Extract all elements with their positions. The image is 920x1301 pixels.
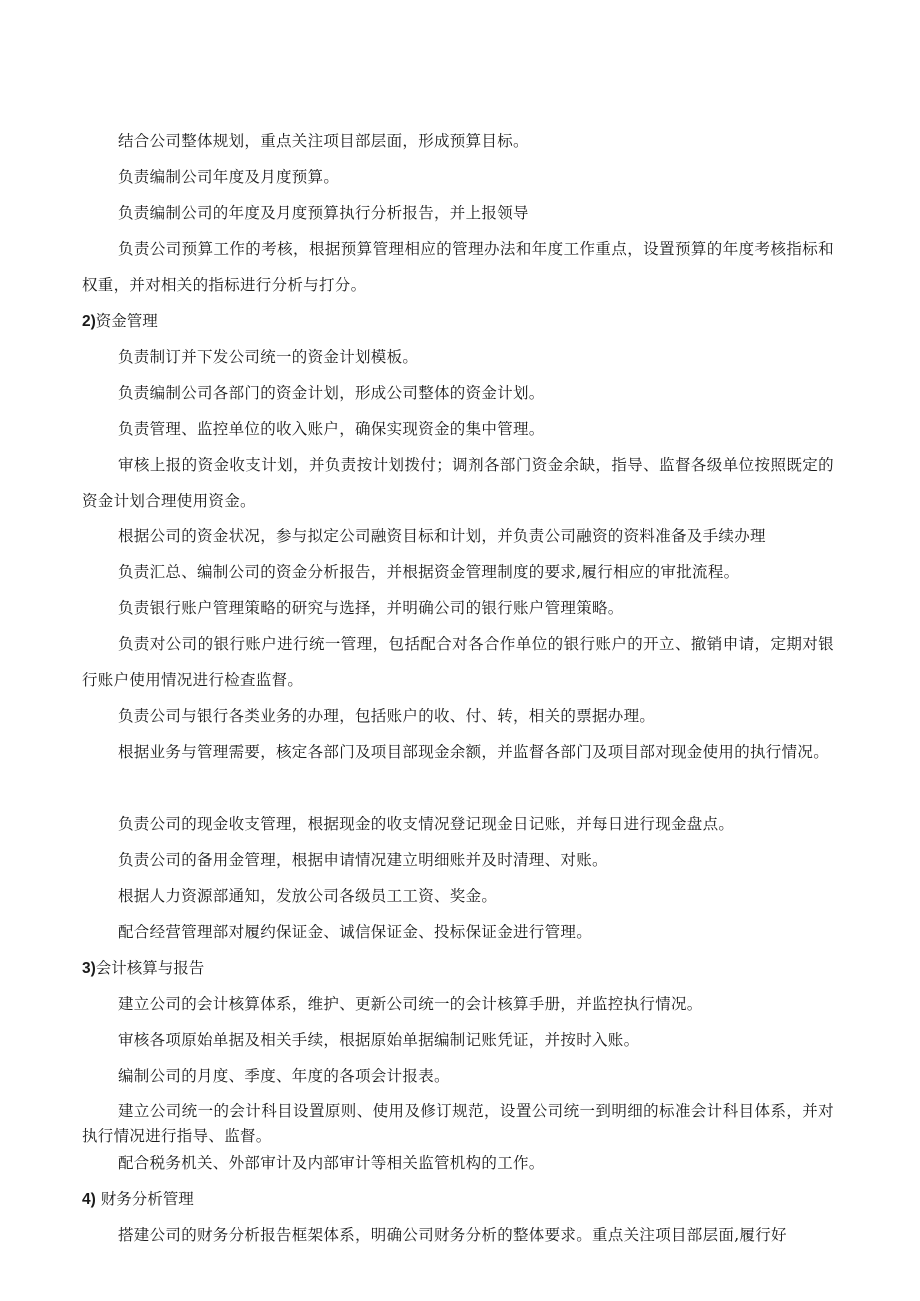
section-2-item-7: 负责银行账户管理策略的研究与选择，并明确公司的银行账户管理策略。 <box>118 599 624 617</box>
section-2-item-6: 负责汇总、编制公司的资金分析报告，并根据资金管理制度的要求,履行相应的审批流程。 <box>118 563 740 581</box>
section-3-item-3: 编制公司的月度、季度、年度的各项会计报表。 <box>118 1067 450 1085</box>
section-3-title: 会计核算与报告 <box>95 959 205 977</box>
section-2-item-10: 根据业务与管理需要，核定各部门及项目部现金余额，并监督各部门及项目部对现金使用的执行情况。 <box>118 743 830 761</box>
section-2-number: 2) <box>82 313 96 330</box>
section-2-item-11: 负责公司的现金收支管理，根据现金的收支情况登记现金日记账，并每日进行现金盘点。 <box>118 815 735 833</box>
section-3-heading <box>82 950 204 987</box>
section-2-item-13: 根据人力资源部通知，发放公司各级员工工资、奖金。 <box>118 887 498 905</box>
section-4-heading <box>82 1181 194 1218</box>
section-4-item-1: 搭建公司的财务分析报告框架体系，明确公司财务分析的整体要求。重点关注项目部层面,履行好 <box>118 1226 787 1244</box>
budget-item-2: 负责编制公司年度及月度预算。 <box>118 168 340 186</box>
section-2-item-8: 负责对公司的银行账户进行统一管理，包括配合对各合作单位的银行账户的开立、撤销申请，定期对银行账户使用情况进行检查监督。 <box>82 635 834 689</box>
section-2-item-3: 负责管理、监控单位的收入账户，确保实现资金的集中管理。 <box>118 420 545 438</box>
section-3-item-5: 配合税务机关、外部审计及内部审计等相关监管机构的工作。 <box>118 1154 545 1172</box>
budget-item-3: 负责编制公司的年度及月度预算执行分析报告，并上报领导 <box>118 204 529 222</box>
budget-item-4: 负责公司预算工作的考核，根据预算管理相应的管理办法和年度工作重点，设置预算的年度考核指标和权重，并对相关的指标进行分析与打分。 <box>82 240 834 294</box>
section-2-heading <box>82 303 158 340</box>
section-2-item-12: 负责公司的备用金管理，根据申请情况建立明细账并及时清理、对账。 <box>118 851 608 869</box>
section-2-item-5: 根据公司的资金状况，参与拟定公司融资目标和计划，并负责公司融资的资料准备及手续办理 <box>118 527 766 545</box>
section-3-item-4: 建立公司统一的会计科目设置原则、使用及修订规范，设置公司统一到明细的标准会计科目体系，并对执行情况进行指导、监督。 <box>82 1102 834 1145</box>
section-2-item-2: 负责编制公司各部门的资金计划，形成公司整体的资金计划。 <box>118 384 545 402</box>
section-2-title: 资金管理 <box>95 312 158 330</box>
section-2-item-4: 审核上报的资金收支计划，并负责按计划拨付；调剂各部门资金余缺，指导、监督各级单位按照既定的资金计划合理使用资金。 <box>82 456 834 510</box>
section-4-number: 4) <box>82 1191 96 1208</box>
section-4-title: 财务分析管理 <box>100 1190 194 1208</box>
section-3-number: 3) <box>82 960 96 977</box>
budget-item-1: 结合公司整体规划，重点关注项目部层面，形成预算目标。 <box>118 132 529 150</box>
section-2-item-14: 配合经营管理部对履约保证金、诚信保证金、投标保证金进行管理。 <box>118 923 593 941</box>
section-3-item-2: 审核各项原始单据及相关手续，根据原始单据编制记账凭证，并按时入账。 <box>118 1031 640 1049</box>
section-2-item-1: 负责制订并下发公司统一的资金计划模板。 <box>118 348 419 366</box>
section-2-item-9: 负责公司与银行各类业务的办理，包括账户的收、付、转，相关的票据办理。 <box>118 707 656 725</box>
section-3-item-1: 建立公司的会计核算体系，维护、更新公司统一的会计核算手册，并监控执行情况。 <box>118 995 703 1013</box>
